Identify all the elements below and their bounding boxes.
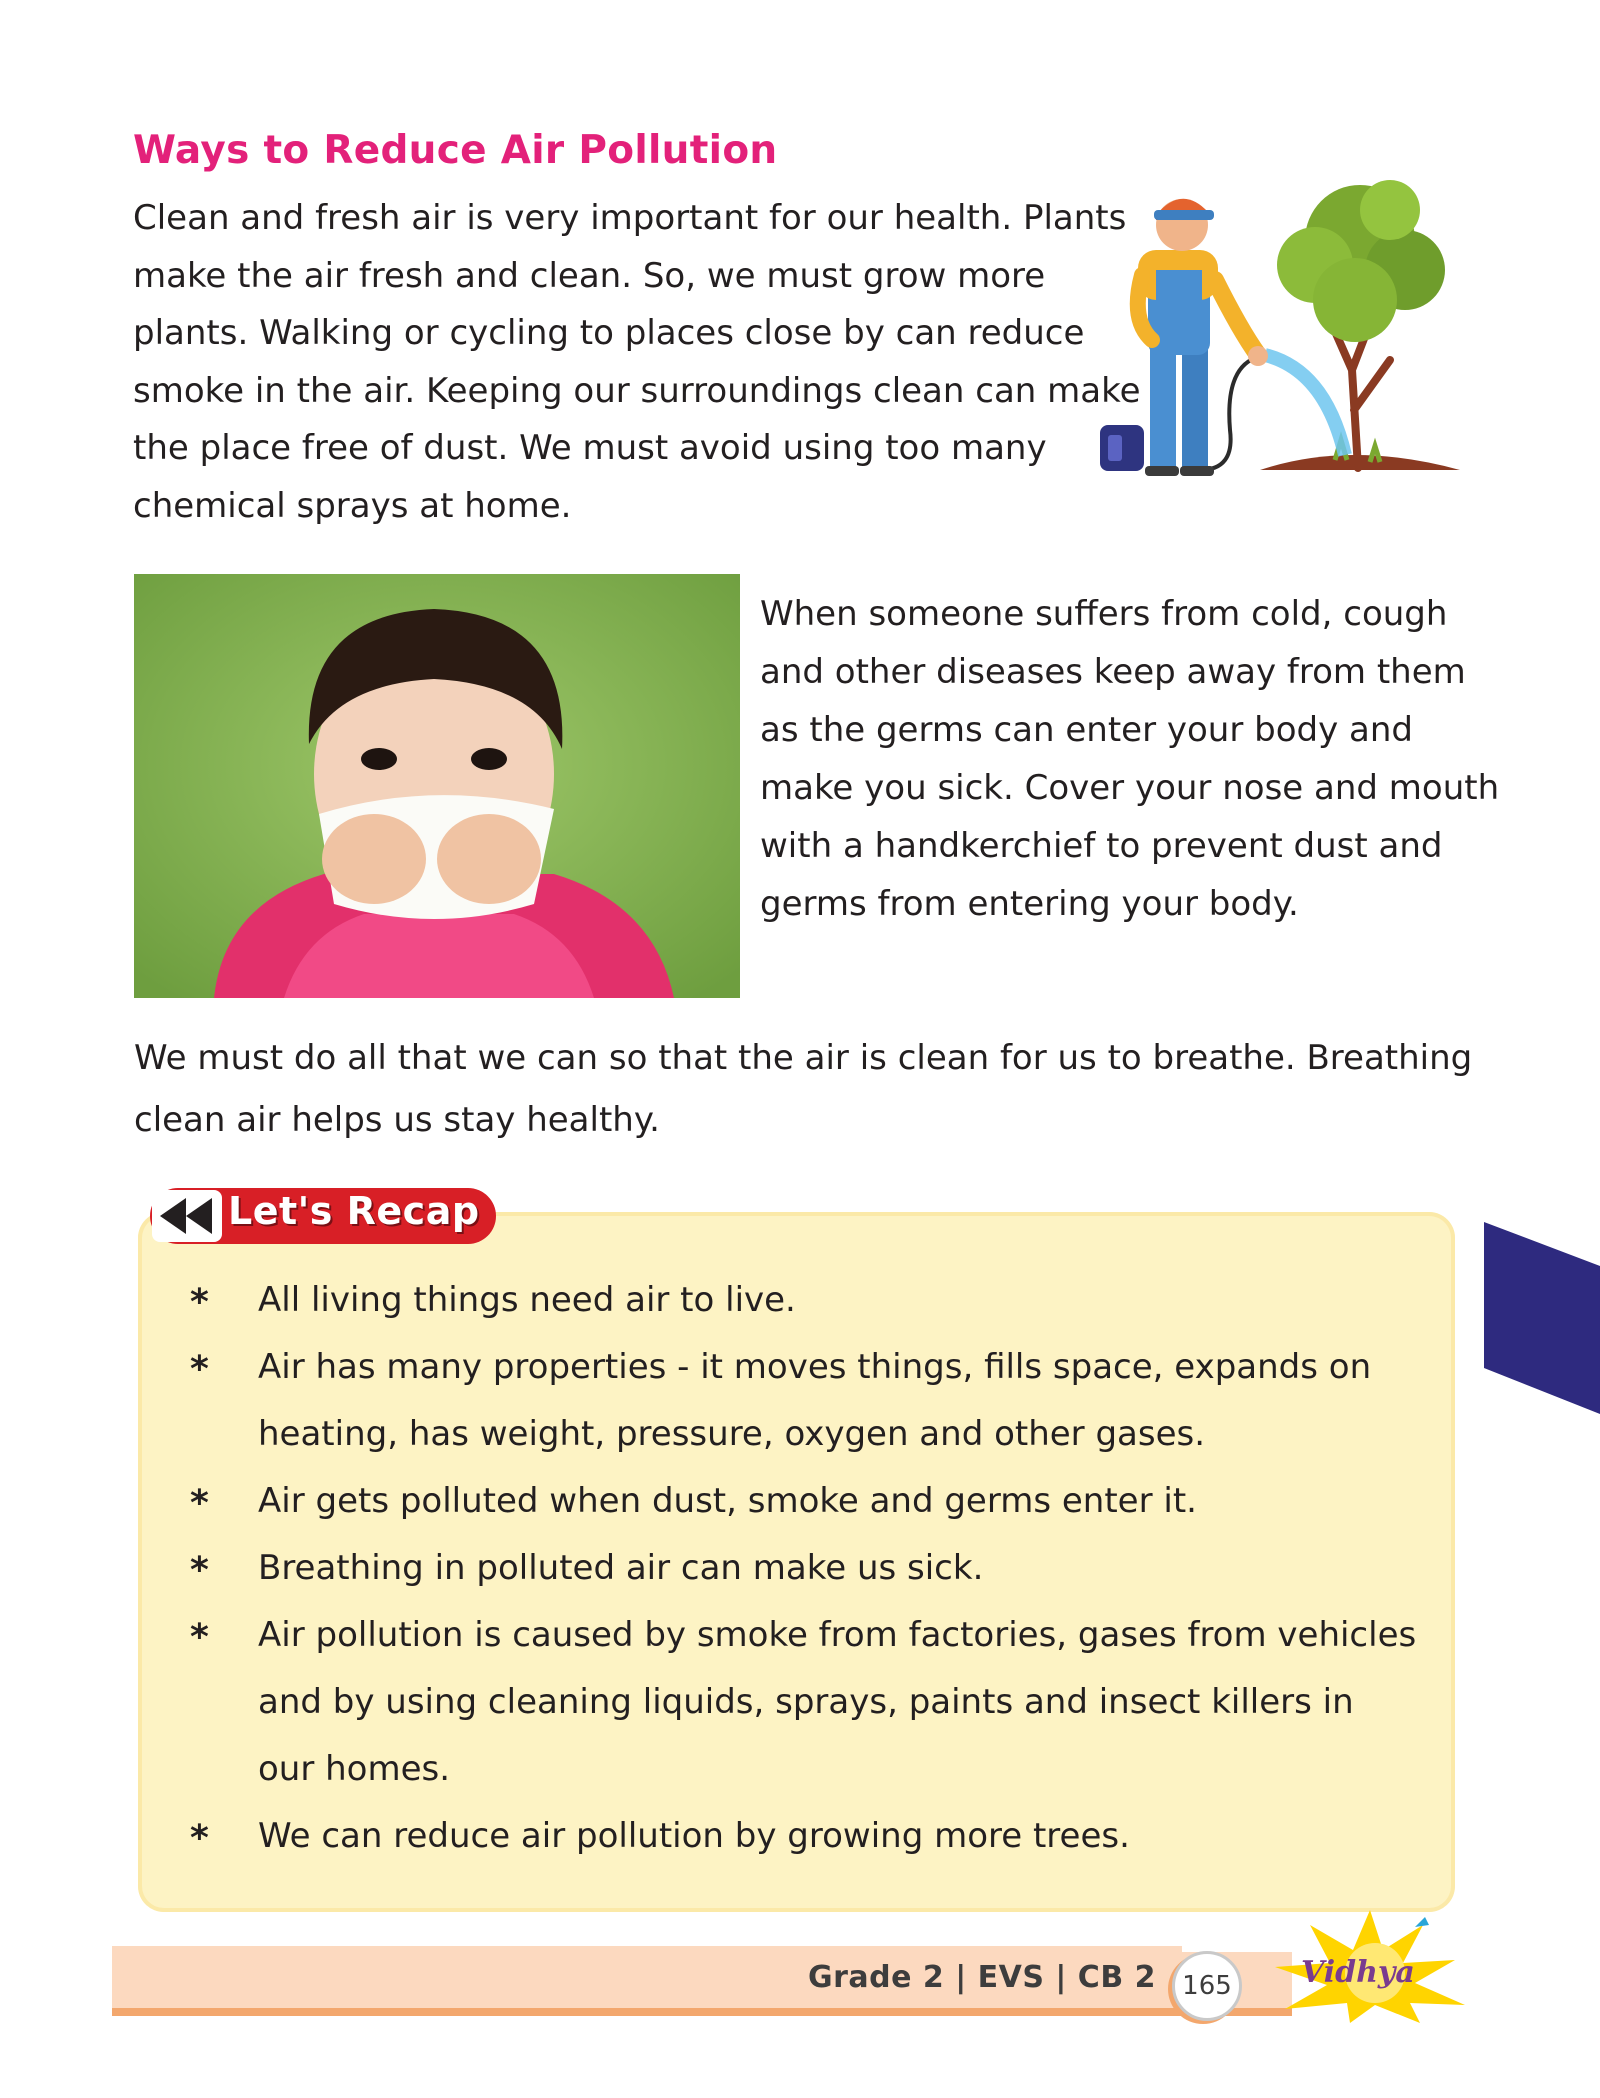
page-number: 165 <box>1182 1971 1232 2001</box>
list-item <box>190 1468 1420 1535</box>
germs-paragraph: When someone suffers from cold, cough and other diseases keep away from them as the germs can enter your body and make you sick. Cover your nose and mouth with a handkerchief to prevent dust and germs from entering your body. <box>760 594 1500 924</box>
gardener-watering-tree-illustration <box>1090 170 1470 490</box>
logo-text: Vidhya <box>1301 1955 1415 1990</box>
list-item <box>190 1602 1420 1803</box>
list-item <box>190 1535 1420 1602</box>
list-item <box>190 1267 1420 1334</box>
asterisk-bullet: * <box>190 1349 209 1390</box>
asterisk-bullet: * <box>190 1818 209 1859</box>
recap-tab <box>150 1185 500 1247</box>
vidhya-logo <box>1255 1905 1485 2025</box>
recap-title: Let's Recap <box>228 1189 480 1233</box>
child-covering-nose-photo <box>134 574 740 998</box>
list-item-text: Air pollution is caused by smoke from factories, gases from vehicles and by using cleaning liquids, sprays, paints and insect killers in our homes. <box>258 1615 1417 1789</box>
asterisk-bullet: * <box>190 1617 209 1658</box>
asterisk-bullet: * <box>190 1282 209 1323</box>
list-item-text: All living things need air to live. <box>258 1280 796 1320</box>
page-number-badge <box>1172 1951 1242 2021</box>
list-item <box>190 1803 1420 1870</box>
recap-list <box>190 1267 1420 1870</box>
asterisk-bullet: * <box>190 1483 209 1524</box>
section-heading: Ways to Reduce Air Pollution <box>133 128 778 173</box>
side-chapter-tab <box>1484 1222 1600 1414</box>
closing-paragraph: We must do all that we can so that the air is clean for us to breathe. Breathing clean air helps us stay healthy. <box>134 1038 1473 1140</box>
list-item-text: Air has many properties - it moves things, fills space, expands on heating, has weight, pressure, oxygen and other gases. <box>258 1347 1372 1454</box>
list-item-text: Breathing in polluted air can make us sick. <box>258 1548 984 1588</box>
list-item-text: Air gets polluted when dust, smoke and germs enter it. <box>258 1481 1197 1521</box>
list-item <box>190 1334 1420 1468</box>
intro-paragraph: Clean and fresh air is very important for our health. Plants make the air fresh and clean. So, we must grow more plants. Walking or cycling to places close by can reduce smoke in the air. Keeping our surroundings clean can make the place free of dust. We must avoid using too many chemical sprays at home. <box>133 198 1141 526</box>
footer-grade-label: Grade 2 | EVS | CB 2 <box>808 1960 1157 1995</box>
asterisk-bullet: * <box>190 1550 209 1591</box>
list-item-text: We can reduce air pollution by growing more trees. <box>258 1816 1130 1856</box>
